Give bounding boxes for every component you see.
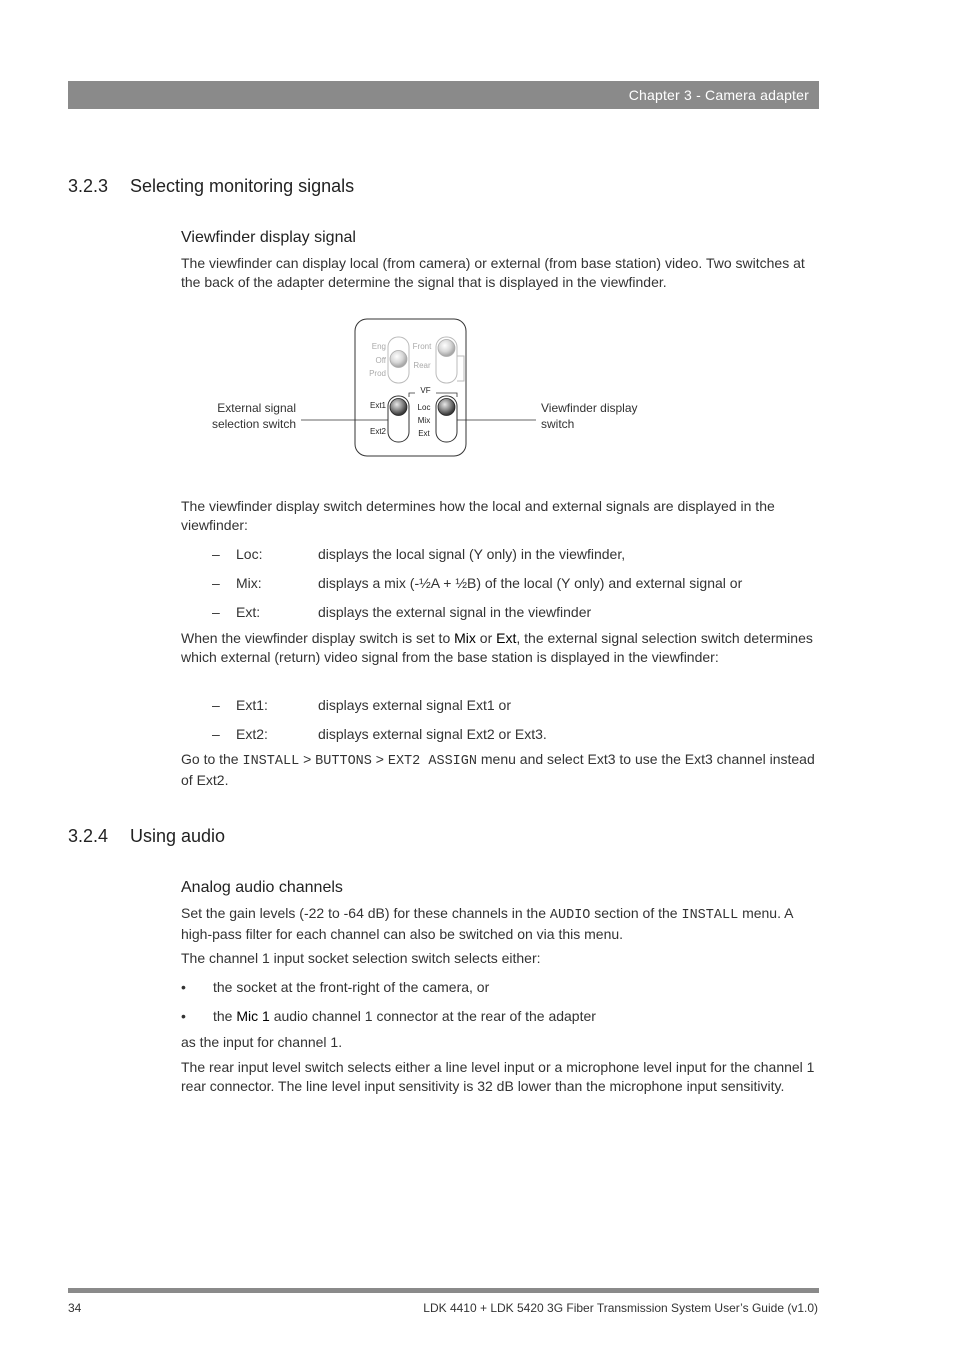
para1-text-c: menu. A high-pass filter for each channel can also be switched on via this menu. [181, 905, 793, 942]
section-heading-3-2-3 [68, 176, 354, 197]
para3-ext: Ext [496, 630, 517, 646]
list-dash: – [212, 575, 220, 591]
chapter-header-bar [68, 81, 819, 109]
label-ext: Ext [418, 429, 430, 438]
vf-label: VF [420, 386, 431, 395]
loc-mix-ext-labels [412, 401, 436, 440]
section-title: Selecting monitoring signals [130, 176, 355, 196]
ext-switch-knob [390, 399, 407, 416]
channel1-input-paragraph: as the input for channel 1. [181, 1034, 343, 1050]
para3-text-c: , the external signal selection switch determines which external (return) video signal from the base station is displayed in the viewfinder: [181, 630, 813, 665]
para1-text-b: section of the [590, 905, 682, 921]
vf-switch-knob [438, 399, 455, 416]
label-prod: Prod [369, 369, 386, 378]
label-off: Off [375, 355, 386, 365]
list-item-mix [212, 574, 812, 593]
list-desc: displays external signal Ext1 or [318, 697, 511, 713]
front-rear-labels [409, 340, 435, 380]
para1-text-a: Set the gain levels (-22 to -64 dB) for these channels in the [181, 905, 550, 921]
subheading-analog-audio: Analog audio channels [181, 879, 343, 896]
list-item-ext1 [212, 696, 812, 715]
bullet-text: audio channel 1 connector at the rear of the adapter [269, 1008, 596, 1024]
bullet-text: the [213, 1008, 237, 1024]
label-rear: Rear [413, 361, 431, 370]
menu-audio: AUDIO [549, 908, 591, 923]
viewfinder-switch-label-line1: Viewfinder display [541, 401, 638, 415]
label-ext2: Ext2 [369, 427, 386, 436]
list-item-ext2 [212, 725, 812, 744]
switch-diagram [181, 318, 641, 460]
viewfinder-switch-label-line2: switch [541, 417, 575, 431]
rear-input-paragraph: The rear input level switch selects either a line level input or a microphone level input for the channel 1 rear connector. The line level input sensitivity is 32 dB lower than the microphone input sensitivity. [181, 1059, 815, 1094]
bullet-item-mic1 [181, 1007, 801, 1026]
list-dash: – [212, 604, 220, 620]
gain-levels-paragraph [181, 904, 821, 944]
list-key: Ext1: [236, 697, 268, 713]
front-rear-knob [438, 340, 455, 357]
list-item-loc [212, 545, 812, 564]
input-socket-paragraph: The channel 1 input socket selection switch selects either: [181, 950, 541, 966]
bullet-mic1: Mic 1 [236, 1008, 270, 1024]
section-number: 3.2.4 [68, 826, 109, 846]
para4-text-b: menu and select Ext3 to use the Ext3 channel instead of Ext2. [181, 751, 815, 788]
list-desc: displays the external signal in the viewfinder [318, 604, 592, 620]
document-title: LDK 4410 + LDK 5420 3G Fiber Transmission System User’s Guide (v1.0) [423, 1301, 818, 1315]
eng-off-prod-knob [390, 351, 407, 368]
eng-off-prod-labels [364, 340, 386, 381]
list-dash: – [212, 697, 220, 713]
menu-buttons: BUTTONS [315, 754, 372, 769]
list-dash: – [212, 546, 220, 562]
list-item-ext [212, 603, 812, 622]
menu-separator: > [299, 751, 316, 767]
section-heading-3-2-4 [68, 826, 225, 847]
section-title: Using audio [130, 826, 226, 846]
page-number: 34 [68, 1301, 82, 1315]
bullet-dot: • [181, 1008, 186, 1024]
para3-mix: Mix [454, 630, 476, 646]
external-switch-label-line2: selection switch [211, 417, 296, 431]
intro-paragraph: The viewfinder can display local (from camera) or external (from base station) video. Two switches at the back of the adapter determine the signal that is displayed in the viewfinder. [181, 255, 805, 290]
menu-ext2-assign: EXT2 ASSIGN [387, 754, 477, 769]
section-number: 3.2.3 [68, 176, 109, 196]
external-switch-label-line1: External signal [217, 401, 296, 415]
bullet-dot: • [181, 979, 186, 995]
label-ext1: Ext1 [369, 401, 386, 410]
list-desc: displays the local signal (Y only) in the viewfinder, [318, 546, 626, 562]
label-mix: Mix [417, 416, 431, 425]
chapter-title: Chapter 3 - Camera adapter [628, 87, 809, 103]
para4-text-a: Go to the [181, 751, 243, 767]
mix-ext-paragraph [181, 629, 821, 667]
list-key: Ext2: [236, 726, 268, 742]
label-loc: Loc [417, 403, 431, 412]
list-desc: displays a mix (-½A + ½B) of the local (Y only) and external signal or [318, 575, 743, 591]
bullet-text: the socket at the front-right of the camera, or [213, 979, 490, 995]
list-key: Ext: [236, 604, 261, 620]
menu-separator: > [371, 751, 388, 767]
menu-install: INSTALL [242, 754, 300, 769]
footer-rule [68, 1288, 819, 1293]
menu-path-paragraph [181, 750, 821, 790]
list-key: Loc: [236, 546, 263, 562]
menu-install: INSTALL [681, 908, 739, 923]
list-key: Mix: [236, 575, 262, 591]
display-switch-paragraph: The viewfinder display switch determines how the local and external signals are displayed in the viewfinder: [181, 498, 775, 533]
list-dash: – [212, 726, 220, 742]
bullet-item-front-socket [181, 978, 801, 997]
label-front: Front [412, 342, 432, 351]
list-desc: displays external signal Ext2 or Ext3. [318, 726, 547, 742]
para3-text-b: or [475, 630, 497, 646]
label-eng: Eng [371, 342, 386, 351]
para3-text-a: When the viewfinder display switch is set to [181, 630, 455, 646]
subheading-viewfinder: Viewfinder display signal [181, 229, 356, 246]
